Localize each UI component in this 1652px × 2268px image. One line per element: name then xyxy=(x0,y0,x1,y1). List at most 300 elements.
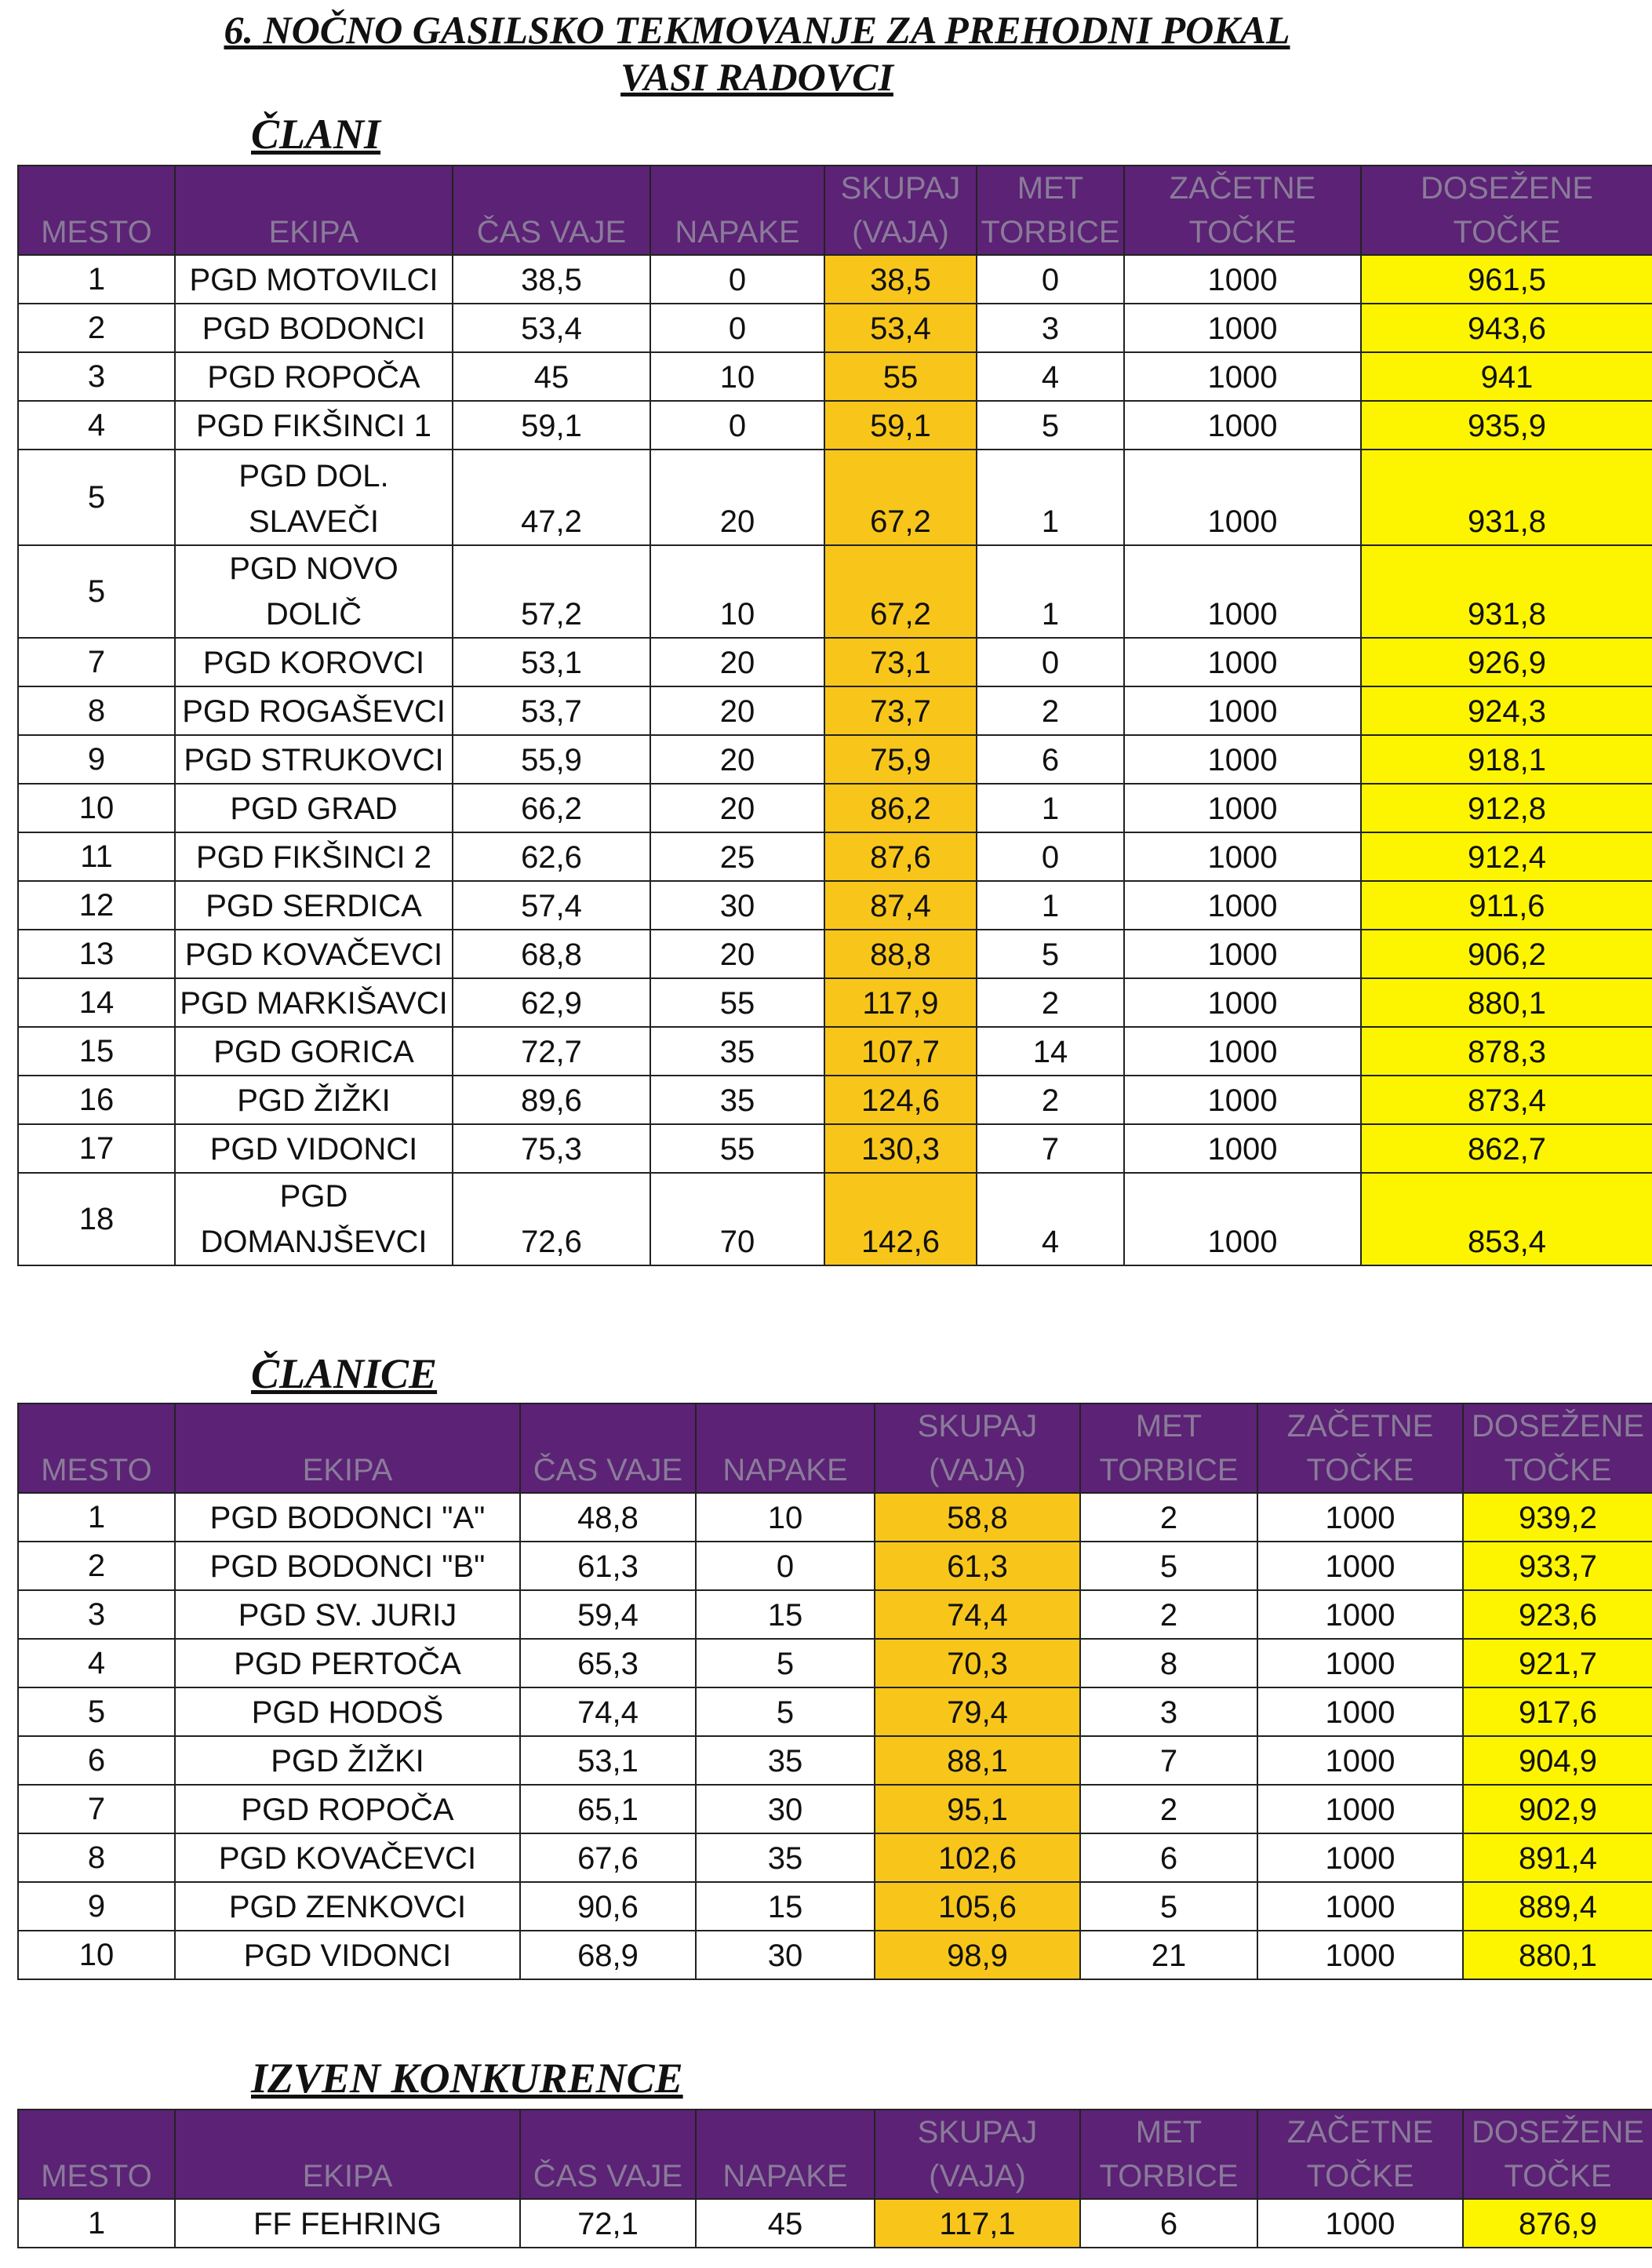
table-row xyxy=(18,1785,1652,1833)
page-title: 6. NOČNO GASILSKO TEKMOVANJE ZA PREHODNI POKAL xyxy=(224,8,1290,52)
section-title-izven-konkurence: IZVEN KONKURENCE xyxy=(251,2055,683,2102)
cell-skupaj: 79,4 xyxy=(875,1687,1080,1736)
table-row xyxy=(18,784,1652,832)
header-met-torbice xyxy=(1080,1403,1257,1493)
cell-ekipa: PGD ROGAŠEVCI xyxy=(175,686,453,735)
cell-met-torbice: 8 xyxy=(1080,1639,1257,1687)
cell-met-torbice: 6 xyxy=(977,735,1124,784)
table-row xyxy=(18,930,1652,978)
cell-mesto: 18 xyxy=(18,1173,175,1265)
cell-skupaj: 61,3 xyxy=(875,1542,1080,1590)
cell-zacetne-tocke: 1000 xyxy=(1124,978,1361,1027)
cell-mesto: 10 xyxy=(18,784,175,832)
cell-met-torbice: 3 xyxy=(977,304,1124,352)
table-row xyxy=(18,352,1652,401)
cell-zacetne-tocke: 1000 xyxy=(1257,1639,1463,1687)
cell-skupaj: 130,3 xyxy=(824,1124,977,1173)
cell-zacetne-tocke: 1000 xyxy=(1124,1173,1361,1265)
cell-napake: 25 xyxy=(650,832,824,881)
cell-skupaj: 53,4 xyxy=(824,304,977,352)
cell-ekipa: PGD KOVAČEVCI xyxy=(175,930,453,978)
cell-cas-vaje: 48,8 xyxy=(520,1493,696,1542)
cell-dosezene-tocke: 902,9 xyxy=(1463,1785,1652,1833)
cell-mesto: 6 xyxy=(18,1736,175,1785)
cell-mesto: 9 xyxy=(18,735,175,784)
header-ekipa-label: EKIPA xyxy=(302,1453,393,1487)
cell-cas-vaje: 62,9 xyxy=(453,978,650,1027)
cell-dosezene-tocke: 876,9 xyxy=(1463,2199,1652,2248)
table-row xyxy=(18,255,1652,304)
cell-napake: 0 xyxy=(650,401,824,450)
cell-zacetne-tocke: 1000 xyxy=(1124,832,1361,881)
header-napake xyxy=(696,2110,875,2199)
header-met-torbice-label: TORBICE xyxy=(1099,2159,1239,2193)
cell-skupaj: 73,7 xyxy=(824,686,977,735)
cell-dosezene-tocke: 880,1 xyxy=(1463,1931,1652,1979)
cell-zacetne-tocke: 1000 xyxy=(1257,2199,1463,2248)
section-title-clanice: ČLANICE xyxy=(251,1350,438,1397)
table-row xyxy=(18,735,1652,784)
cell-dosezene-tocke: 961,5 xyxy=(1361,255,1652,304)
cell-zacetne-tocke: 1000 xyxy=(1124,638,1361,686)
cell-dosezene-tocke: 911,6 xyxy=(1361,881,1652,930)
cell-cas-vaje: 57,4 xyxy=(453,881,650,930)
cell-dosezene-tocke: 923,6 xyxy=(1463,1590,1652,1639)
header-napake-label: NAPAKE xyxy=(722,1453,848,1487)
header-ekipa-label: EKIPA xyxy=(268,215,359,249)
cell-cas-vaje: 59,1 xyxy=(453,401,650,450)
cell-mesto: 8 xyxy=(18,686,175,735)
cell-dosezene-tocke: 918,1 xyxy=(1361,735,1652,784)
header-met-torbice-label: TORBICE xyxy=(981,215,1120,249)
cell-ekipa: PGD DOL. SLAVEČI xyxy=(175,450,453,545)
cell-met-torbice: 5 xyxy=(977,401,1124,450)
cell-ekipa: PGD ŽIŽKI xyxy=(175,1736,520,1785)
table-row xyxy=(18,1833,1652,1882)
header-skupaj-label: SKUPAJ xyxy=(840,171,961,206)
cell-skupaj: 55 xyxy=(824,352,977,401)
header-skupaj-label: (VAJA) xyxy=(852,215,949,249)
cell-ekipa: PGD KOVAČEVCI xyxy=(175,1833,520,1882)
header-napake xyxy=(696,1403,875,1493)
results-table-clani xyxy=(17,165,1652,1266)
cell-skupaj: 58,8 xyxy=(875,1493,1080,1542)
cell-mesto: 2 xyxy=(18,1542,175,1590)
cell-cas-vaje: 53,1 xyxy=(453,638,650,686)
table-row xyxy=(18,1590,1652,1639)
header-cas-vaje-label: ČAS VAJE xyxy=(533,2159,683,2193)
cell-met-torbice: 7 xyxy=(1080,1736,1257,1785)
cell-dosezene-tocke: 921,7 xyxy=(1463,1639,1652,1687)
cell-cas-vaje: 62,6 xyxy=(453,832,650,881)
header-cas-vaje xyxy=(520,1403,696,1493)
cell-cas-vaje: 66,2 xyxy=(453,784,650,832)
cell-met-torbice: 6 xyxy=(1080,2199,1257,2248)
table-row xyxy=(18,304,1652,352)
cell-met-torbice: 14 xyxy=(977,1027,1124,1076)
header-mesto-label: MESTO xyxy=(41,1453,152,1487)
cell-dosezene-tocke: 924,3 xyxy=(1361,686,1652,735)
header-mesto xyxy=(18,2110,175,2199)
cell-mesto: 9 xyxy=(18,1882,175,1931)
cell-cas-vaje: 65,3 xyxy=(520,1639,696,1687)
cell-mesto: 14 xyxy=(18,978,175,1027)
cell-ekipa: PGD BODONCI xyxy=(175,304,453,352)
header-zacetne-tocke-label: ZAČETNE xyxy=(1286,2115,1434,2150)
cell-cas-vaje: 53,7 xyxy=(453,686,650,735)
table-row xyxy=(18,686,1652,735)
cell-dosezene-tocke: 939,2 xyxy=(1463,1493,1652,1542)
cell-zacetne-tocke: 1000 xyxy=(1124,686,1361,735)
cell-mesto: 1 xyxy=(18,2199,175,2248)
cell-skupaj: 75,9 xyxy=(824,735,977,784)
cell-napake: 55 xyxy=(650,978,824,1027)
cell-skupaj: 102,6 xyxy=(875,1833,1080,1882)
header-zacetne-tocke-label: TOČKE xyxy=(1306,2159,1414,2193)
cell-met-torbice: 2 xyxy=(977,686,1124,735)
header-dosezene-tocke-label: TOČKE xyxy=(1453,215,1561,249)
header-skupaj-label: (VAJA) xyxy=(929,1453,1026,1487)
header-zacetne-tocke-label: ZAČETNE xyxy=(1169,171,1316,206)
header-ekipa xyxy=(175,166,453,255)
cell-cas-vaje: 38,5 xyxy=(453,255,650,304)
cell-mesto: 12 xyxy=(18,881,175,930)
cell-napake: 5 xyxy=(696,1687,875,1736)
cell-cas-vaje: 55,9 xyxy=(453,735,650,784)
cell-napake: 20 xyxy=(650,784,824,832)
cell-cas-vaje: 68,9 xyxy=(520,1931,696,1979)
cell-skupaj: 87,4 xyxy=(824,881,977,930)
cell-ekipa: PGD ROPOČA xyxy=(175,352,453,401)
cell-skupaj: 142,6 xyxy=(824,1173,977,1265)
table-row xyxy=(18,2199,1652,2248)
header-met-torbice-label: MET xyxy=(1135,2115,1203,2150)
table-header-row xyxy=(18,2110,1652,2199)
page-subtitle: VASI RADOVCI xyxy=(620,55,893,99)
cell-skupaj: 70,3 xyxy=(875,1639,1080,1687)
cell-skupaj: 124,6 xyxy=(824,1076,977,1124)
cell-zacetne-tocke: 1000 xyxy=(1124,401,1361,450)
cell-met-torbice: 5 xyxy=(1080,1542,1257,1590)
cell-ekipa: PGD PERTOČA xyxy=(175,1639,520,1687)
cell-cas-vaje: 53,1 xyxy=(520,1736,696,1785)
cell-ekipa: FF FEHRING xyxy=(175,2199,520,2248)
cell-zacetne-tocke: 1000 xyxy=(1257,1687,1463,1736)
table-row xyxy=(18,638,1652,686)
table-row xyxy=(18,1027,1652,1076)
table-row xyxy=(18,1882,1652,1931)
cell-napake: 30 xyxy=(696,1785,875,1833)
header-napake-label: NAPAKE xyxy=(722,2159,848,2193)
cell-dosezene-tocke: 862,7 xyxy=(1361,1124,1652,1173)
cell-met-torbice: 1 xyxy=(977,881,1124,930)
cell-dosezene-tocke: 941 xyxy=(1361,352,1652,401)
cell-ekipa: PGD HODOŠ xyxy=(175,1687,520,1736)
cell-napake: 35 xyxy=(650,1027,824,1076)
header-zacetne-tocke xyxy=(1257,2110,1463,2199)
header-zacetne-tocke xyxy=(1257,1403,1463,1493)
cell-dosezene-tocke: 853,4 xyxy=(1361,1173,1652,1265)
header-zacetne-tocke-label: ZAČETNE xyxy=(1286,1409,1434,1443)
cell-cas-vaje: 89,6 xyxy=(453,1076,650,1124)
table-row xyxy=(18,1639,1652,1687)
header-skupaj xyxy=(875,2110,1080,2199)
cell-cas-vaje: 90,6 xyxy=(520,1882,696,1931)
header-dosezene-tocke-label: DOSEŽENE xyxy=(1471,2115,1645,2150)
cell-met-torbice: 4 xyxy=(977,1173,1124,1265)
cell-met-torbice: 7 xyxy=(977,1124,1124,1173)
cell-zacetne-tocke: 1000 xyxy=(1257,1736,1463,1785)
cell-napake: 20 xyxy=(650,638,824,686)
cell-met-torbice: 2 xyxy=(1080,1590,1257,1639)
cell-dosezene-tocke: 873,4 xyxy=(1361,1076,1652,1124)
cell-ekipa: PGD KOROVCI xyxy=(175,638,453,686)
results-table-izven-konkurence xyxy=(17,2109,1652,2248)
header-met-torbice-label: MET xyxy=(1135,1409,1203,1443)
cell-zacetne-tocke: 1000 xyxy=(1257,1493,1463,1542)
cell-skupaj: 59,1 xyxy=(824,401,977,450)
header-dosezene-tocke-label: TOČKE xyxy=(1504,1453,1612,1487)
cell-mesto: 15 xyxy=(18,1027,175,1076)
cell-mesto: 3 xyxy=(18,352,175,401)
cell-mesto: 11 xyxy=(18,832,175,881)
cell-zacetne-tocke: 1000 xyxy=(1124,735,1361,784)
cell-ekipa: PGD ZENKOVCI xyxy=(175,1882,520,1931)
header-skupaj xyxy=(824,166,977,255)
cell-zacetne-tocke: 1000 xyxy=(1124,352,1361,401)
cell-ekipa: PGD GORICA xyxy=(175,1027,453,1076)
cell-cas-vaje: 45 xyxy=(453,352,650,401)
header-mesto xyxy=(18,166,175,255)
cell-napake: 20 xyxy=(650,930,824,978)
cell-mesto: 2 xyxy=(18,304,175,352)
cell-dosezene-tocke: 878,3 xyxy=(1361,1027,1652,1076)
cell-zacetne-tocke: 1000 xyxy=(1124,545,1361,638)
cell-napake: 35 xyxy=(696,1736,875,1785)
header-dosezene-tocke xyxy=(1361,166,1652,255)
cell-dosezene-tocke: 912,4 xyxy=(1361,832,1652,881)
cell-ekipa: PGD NOVO DOLIČ xyxy=(175,545,453,638)
cell-met-torbice: 6 xyxy=(1080,1833,1257,1882)
cell-napake: 20 xyxy=(650,735,824,784)
header-dosezene-tocke xyxy=(1463,1403,1652,1493)
cell-met-torbice: 0 xyxy=(977,638,1124,686)
cell-cas-vaje: 72,6 xyxy=(453,1173,650,1265)
cell-ekipa: PGD BODONCI "A" xyxy=(175,1493,520,1542)
cell-napake: 5 xyxy=(696,1639,875,1687)
table-row xyxy=(18,1687,1652,1736)
cell-dosezene-tocke: 931,8 xyxy=(1361,450,1652,545)
cell-mesto: 10 xyxy=(18,1931,175,1979)
cell-zacetne-tocke: 1000 xyxy=(1124,930,1361,978)
cell-ekipa: PGD MOTOVILCI xyxy=(175,255,453,304)
cell-napake: 30 xyxy=(696,1931,875,1979)
cell-ekipa: PGD ŽIŽKI xyxy=(175,1076,453,1124)
cell-dosezene-tocke: 912,8 xyxy=(1361,784,1652,832)
header-cas-vaje xyxy=(520,2110,696,2199)
header-skupaj-label: SKUPAJ xyxy=(917,2115,1038,2150)
cell-napake: 10 xyxy=(650,352,824,401)
cell-zacetne-tocke: 1000 xyxy=(1124,881,1361,930)
cell-skupaj: 67,2 xyxy=(824,450,977,545)
table-row xyxy=(18,1931,1652,1979)
cell-cas-vaje: 72,1 xyxy=(520,2199,696,2248)
cell-napake: 10 xyxy=(696,1493,875,1542)
table-row xyxy=(18,1076,1652,1124)
cell-mesto: 17 xyxy=(18,1124,175,1173)
cell-napake: 20 xyxy=(650,686,824,735)
table-row xyxy=(18,1542,1652,1590)
cell-cas-vaje: 72,7 xyxy=(453,1027,650,1076)
cell-zacetne-tocke: 1000 xyxy=(1124,784,1361,832)
cell-zacetne-tocke: 1000 xyxy=(1124,1076,1361,1124)
table-row xyxy=(18,978,1652,1027)
cell-zacetne-tocke: 1000 xyxy=(1257,1590,1463,1639)
header-skupaj-label: (VAJA) xyxy=(929,2159,1026,2193)
cell-cas-vaje: 68,8 xyxy=(453,930,650,978)
header-ekipa-label: EKIPA xyxy=(302,2159,393,2193)
cell-skupaj: 105,6 xyxy=(875,1882,1080,1931)
cell-mesto: 5 xyxy=(18,450,175,545)
cell-dosezene-tocke: 935,9 xyxy=(1361,401,1652,450)
cell-zacetne-tocke: 1000 xyxy=(1124,450,1361,545)
cell-ekipa: PGD SERDICA xyxy=(175,881,453,930)
cell-zacetne-tocke: 1000 xyxy=(1257,1833,1463,1882)
table-row xyxy=(18,832,1652,881)
cell-napake: 35 xyxy=(650,1076,824,1124)
cell-cas-vaje: 61,3 xyxy=(520,1542,696,1590)
cell-met-torbice: 0 xyxy=(977,255,1124,304)
table-row xyxy=(18,881,1652,930)
header-cas-vaje-label: ČAS VAJE xyxy=(533,1453,683,1487)
cell-mesto: 5 xyxy=(18,1687,175,1736)
header-cas-vaje xyxy=(453,166,650,255)
header-napake xyxy=(650,166,824,255)
cell-mesto: 5 xyxy=(18,545,175,638)
cell-zacetne-tocke: 1000 xyxy=(1257,1542,1463,1590)
cell-skupaj: 107,7 xyxy=(824,1027,977,1076)
cell-dosezene-tocke: 891,4 xyxy=(1463,1833,1652,1882)
header-dosezene-tocke-label: TOČKE xyxy=(1504,2159,1612,2193)
cell-met-torbice: 5 xyxy=(1080,1882,1257,1931)
header-dosezene-tocke xyxy=(1463,2110,1652,2199)
header-mesto-label: MESTO xyxy=(41,215,152,249)
header-ekipa xyxy=(175,2110,520,2199)
cell-cas-vaje: 53,4 xyxy=(453,304,650,352)
cell-ekipa: PGD MARKIŠAVCI xyxy=(175,978,453,1027)
header-mesto xyxy=(18,1403,175,1493)
cell-mesto: 8 xyxy=(18,1833,175,1882)
cell-zacetne-tocke: 1000 xyxy=(1124,1124,1361,1173)
cell-skupaj: 88,8 xyxy=(824,930,977,978)
header-met-torbice xyxy=(977,166,1124,255)
cell-skupaj: 67,2 xyxy=(824,545,977,638)
cell-cas-vaje: 47,2 xyxy=(453,450,650,545)
cell-dosezene-tocke: 889,4 xyxy=(1463,1882,1652,1931)
cell-ekipa: PGD VIDONCI xyxy=(175,1124,453,1173)
header-ekipa xyxy=(175,1403,520,1493)
cell-mesto: 7 xyxy=(18,1785,175,1833)
cell-dosezene-tocke: 904,9 xyxy=(1463,1736,1652,1785)
cell-cas-vaje: 65,1 xyxy=(520,1785,696,1833)
cell-mesto: 4 xyxy=(18,401,175,450)
cell-met-torbice: 2 xyxy=(977,978,1124,1027)
cell-skupaj: 87,6 xyxy=(824,832,977,881)
cell-zacetne-tocke: 1000 xyxy=(1257,1882,1463,1931)
cell-skupaj: 117,1 xyxy=(875,2199,1080,2248)
header-met-torbice xyxy=(1080,2110,1257,2199)
cell-zacetne-tocke: 1000 xyxy=(1257,1931,1463,1979)
cell-met-torbice: 1 xyxy=(977,545,1124,638)
cell-dosezene-tocke: 917,6 xyxy=(1463,1687,1652,1736)
cell-ekipa: PGD DOMANJŠEVCI xyxy=(175,1173,453,1265)
cell-met-torbice: 2 xyxy=(1080,1785,1257,1833)
table-row xyxy=(18,1173,1652,1265)
cell-napake: 20 xyxy=(650,450,824,545)
header-dosezene-tocke-label: DOSEŽENE xyxy=(1420,171,1594,206)
cell-ekipa: PGD STRUKOVCI xyxy=(175,735,453,784)
table-header-row xyxy=(18,166,1652,255)
table-row xyxy=(18,1124,1652,1173)
table-header-row xyxy=(18,1403,1652,1493)
cell-skupaj: 38,5 xyxy=(824,255,977,304)
cell-mesto: 16 xyxy=(18,1076,175,1124)
cell-met-torbice: 2 xyxy=(977,1076,1124,1124)
cell-napake: 45 xyxy=(696,2199,875,2248)
cell-met-torbice: 21 xyxy=(1080,1931,1257,1979)
header-dosezene-tocke-label: DOSEŽENE xyxy=(1471,1409,1645,1443)
cell-skupaj: 74,4 xyxy=(875,1590,1080,1639)
cell-skupaj: 86,2 xyxy=(824,784,977,832)
cell-met-torbice: 1 xyxy=(977,784,1124,832)
cell-ekipa: PGD ROPOČA xyxy=(175,1785,520,1833)
cell-dosezene-tocke: 933,7 xyxy=(1463,1542,1652,1590)
table-row xyxy=(18,450,1652,545)
cell-skupaj: 98,9 xyxy=(875,1931,1080,1979)
cell-dosezene-tocke: 943,6 xyxy=(1361,304,1652,352)
cell-napake: 30 xyxy=(650,881,824,930)
cell-napake: 0 xyxy=(650,255,824,304)
cell-napake: 55 xyxy=(650,1124,824,1173)
cell-napake: 35 xyxy=(696,1833,875,1882)
table-row xyxy=(18,401,1652,450)
cell-napake: 70 xyxy=(650,1173,824,1265)
cell-met-torbice: 4 xyxy=(977,352,1124,401)
header-zacetne-tocke-label: TOČKE xyxy=(1188,215,1297,249)
cell-met-torbice: 3 xyxy=(1080,1687,1257,1736)
section-title-clani: ČLANI xyxy=(251,111,381,158)
results-table-clanice xyxy=(17,1403,1652,1980)
cell-zacetne-tocke: 1000 xyxy=(1124,1027,1361,1076)
cell-cas-vaje: 75,3 xyxy=(453,1124,650,1173)
cell-napake: 0 xyxy=(696,1542,875,1590)
cell-ekipa: PGD GRAD xyxy=(175,784,453,832)
table-row xyxy=(18,545,1652,638)
cell-dosezene-tocke: 926,9 xyxy=(1361,638,1652,686)
header-mesto-label: MESTO xyxy=(41,2159,152,2193)
cell-mesto: 4 xyxy=(18,1639,175,1687)
cell-met-torbice: 2 xyxy=(1080,1493,1257,1542)
cell-skupaj: 117,9 xyxy=(824,978,977,1027)
cell-napake: 15 xyxy=(696,1882,875,1931)
cell-dosezene-tocke: 906,2 xyxy=(1361,930,1652,978)
table-row xyxy=(18,1493,1652,1542)
cell-ekipa: PGD VIDONCI xyxy=(175,1931,520,1979)
cell-zacetne-tocke: 1000 xyxy=(1124,255,1361,304)
cell-napake: 10 xyxy=(650,545,824,638)
cell-cas-vaje: 67,6 xyxy=(520,1833,696,1882)
table-row xyxy=(18,1736,1652,1785)
